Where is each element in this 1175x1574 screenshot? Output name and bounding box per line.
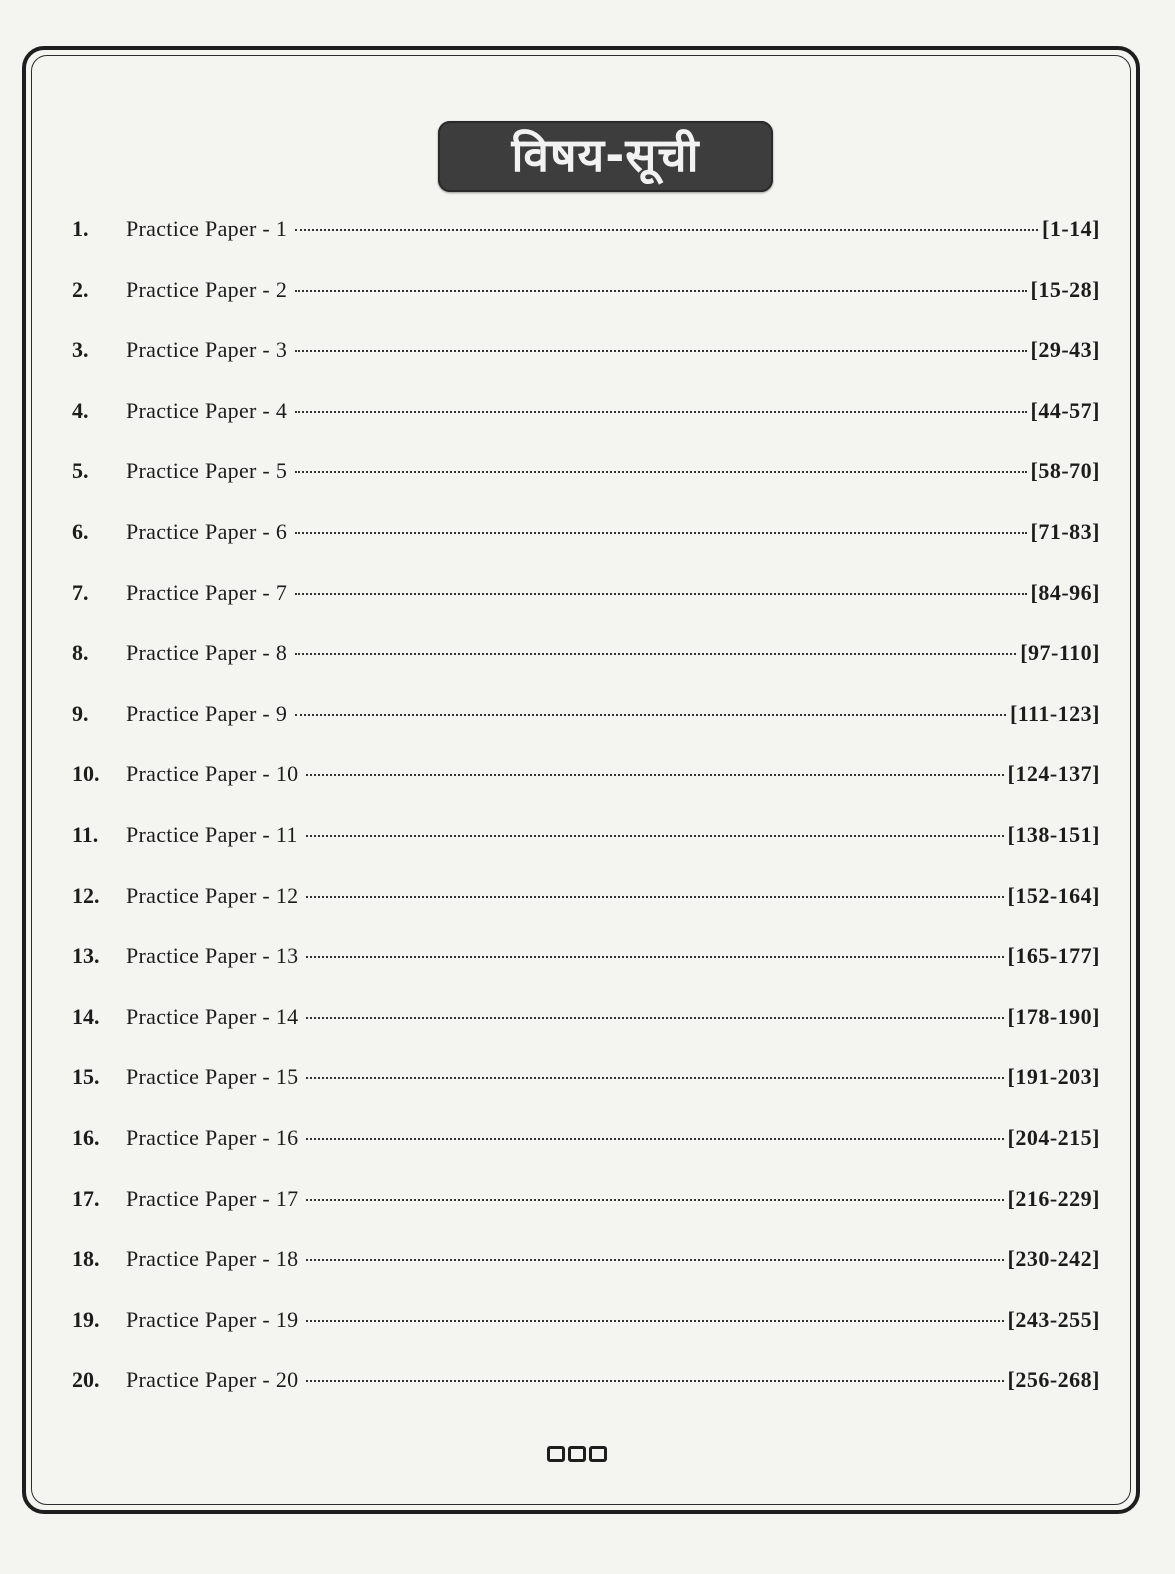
toc-row[interactable] [64,580,1100,620]
toc-title: Practice Paper - 19 [126,1306,299,1332]
toc-title: Practice Paper - 5 [126,458,288,484]
toc-pages: [44-57] [1030,397,1100,423]
toc-row[interactable] [64,701,1100,741]
toc-pages: [15-28] [1030,276,1100,302]
toc-row[interactable] [64,1186,1100,1226]
toc-pages: [124-137] [1007,761,1100,787]
toc-row[interactable] [64,761,1100,801]
square-icon [547,1446,565,1462]
toc-number: 20. [72,1367,100,1393]
toc-number: 3. [72,337,89,363]
toc-pages: [1-14] [1042,216,1100,241]
toc-row[interactable] [64,1246,1100,1286]
toc-title: Practice Paper - 12 [126,882,299,908]
toc-number: 19. [72,1306,100,1332]
toc-number: 7. [72,579,89,605]
toc-leader-dots [295,653,1016,655]
toc-pages: [243-255] [1007,1306,1100,1332]
toc-leader-dots [295,411,1026,413]
toc-pages: [29-43] [1030,337,1100,363]
toc-leader-dots [295,471,1026,473]
toc-leader-dots [306,896,1003,898]
toc-number: 13. [72,943,100,969]
toc-title: Practice Paper - 9 [126,700,288,726]
toc-number: 12. [72,882,100,908]
toc-row[interactable] [64,822,1100,862]
toc-leader-dots [306,1017,1003,1019]
toc-number: 17. [72,1185,100,1211]
toc-row[interactable] [64,398,1100,438]
toc-leader-dots [295,290,1026,292]
toc-row[interactable] [64,337,1100,377]
toc-title: Practice Paper - 20 [126,1367,299,1393]
toc-title: Practice Paper - 1 [126,216,288,241]
toc-pages: [216-229] [1007,1185,1100,1211]
toc-number: 11. [72,822,99,847]
toc-leader-dots [295,350,1026,352]
toc-leader-dots [306,1380,1003,1382]
toc-pages: [111-123] [1009,700,1100,726]
toc-row[interactable] [64,458,1100,498]
toc-pages: [256-268] [1007,1367,1100,1393]
toc-title: Practice Paper - 18 [126,1246,299,1272]
toc-number: 10. [72,761,100,787]
toc-title: Practice Paper - 2 [126,276,288,302]
toc-row[interactable] [64,1307,1100,1347]
toc-leader-dots [295,593,1026,595]
toc-number: 18. [72,1246,100,1272]
toc-leader-dots [306,774,1003,776]
toc-row[interactable] [64,277,1100,317]
toc-pages: [204-215] [1007,1125,1100,1150]
three-squares-end-icon [547,1446,611,1464]
toc-pages: [152-164] [1007,882,1100,908]
toc-leader-dots [306,1259,1003,1261]
toc-title: Practice Paper - 14 [126,1003,299,1029]
toc-leader-dots [295,532,1026,534]
toc-title: Practice Paper - 3 [126,337,288,363]
square-icon [589,1446,607,1462]
toc-number: 5. [72,458,89,484]
toc-number: 14. [72,1003,100,1029]
contents-heading-box [438,121,773,192]
toc-pages: [97-110] [1020,640,1100,666]
toc-pages: [178-190] [1007,1003,1100,1029]
toc-row[interactable] [64,943,1100,983]
square-icon [568,1446,586,1462]
toc-title: Practice Paper - 13 [126,943,299,969]
toc-row[interactable] [64,640,1100,680]
toc-number: 1. [72,216,89,241]
toc-leader-dots [306,1199,1003,1201]
toc-row[interactable] [64,1125,1100,1165]
toc-leader-dots [295,229,1038,231]
toc-pages: [58-70] [1030,458,1100,484]
toc-row[interactable] [64,519,1100,559]
toc-title: Practice Paper - 8 [126,640,288,666]
toc-number: 15. [72,1064,100,1090]
toc-leader-dots [306,1077,1003,1079]
toc-pages: [165-177] [1007,943,1100,969]
toc-row[interactable] [64,1004,1100,1044]
toc-leader-dots [306,835,1004,837]
toc-title: Practice Paper - 11 [126,822,298,847]
toc-leader-dots [306,1320,1003,1322]
toc-title: Practice Paper - 17 [126,1185,299,1211]
toc-number: 9. [72,700,89,726]
toc-row[interactable] [64,216,1100,256]
toc-leader-dots [306,956,1003,958]
toc-number: 6. [72,519,89,544]
toc-title: Practice Paper - 10 [126,761,299,787]
toc-title: Practice Paper - 4 [126,397,288,423]
toc-row[interactable] [64,1367,1100,1407]
toc-pages: [230-242] [1007,1246,1100,1272]
toc-title: Practice Paper - 7 [126,579,288,605]
toc-leader-dots [295,714,1006,716]
toc-leader-dots [306,1138,1003,1140]
toc-pages: [138-151] [1007,822,1100,847]
toc-pages: [84-96] [1030,579,1100,605]
toc-title: Practice Paper - 6 [126,519,288,544]
toc-row[interactable] [64,1064,1100,1104]
toc-title: Practice Paper - 16 [126,1125,299,1150]
toc-number: 2. [72,276,89,302]
toc-pages: [191-203] [1007,1064,1100,1090]
toc-number: 8. [72,640,89,666]
toc-number: 16. [72,1125,100,1150]
toc-number: 4. [72,397,89,423]
contents-heading: विषय-सूची [511,127,700,182]
toc-pages: [71-83] [1030,519,1100,544]
toc-title: Practice Paper - 15 [126,1064,299,1090]
toc-row[interactable] [64,883,1100,923]
